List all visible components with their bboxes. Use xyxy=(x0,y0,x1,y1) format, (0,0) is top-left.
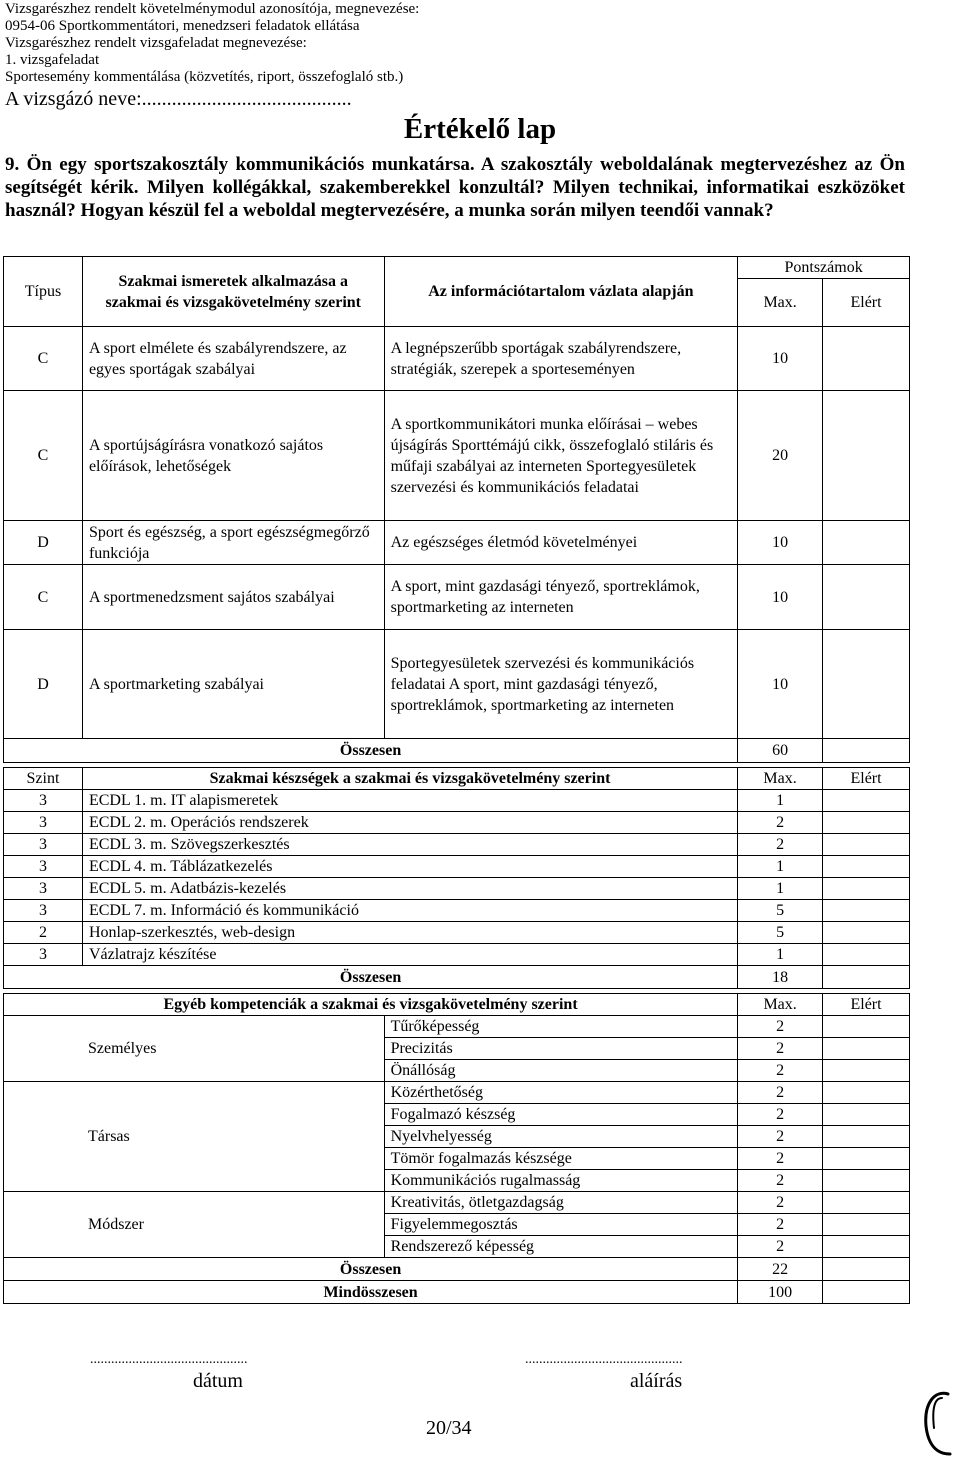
skill-row xyxy=(4,900,910,922)
header-module-label: Vizsgarészhez rendelt követelménymodul azonosítója, megnevezése: xyxy=(5,1,420,17)
group-social: Társas xyxy=(4,1082,385,1192)
skill-cell: ECDL 2. m. Operációs rendszerek xyxy=(82,812,737,834)
competence-cell: Tömör fogalmazás készsége xyxy=(384,1148,738,1170)
skill-row xyxy=(4,834,910,856)
earned-cell[interactable] xyxy=(823,1170,910,1192)
header-task-number: 1. vizsgafeladat xyxy=(5,52,100,68)
competence-cell: Fogalmazó készség xyxy=(384,1104,738,1126)
max-cell: 2 xyxy=(738,1060,823,1082)
earned-cell[interactable] xyxy=(823,878,910,900)
max-cell: 2 xyxy=(738,1214,823,1236)
competence-cell: Kreativitás, ötletgazdagság xyxy=(384,1192,738,1214)
total-label: Összesen xyxy=(4,739,738,763)
col-header-earned: Elért xyxy=(823,994,910,1016)
max-cell: 2 xyxy=(738,1126,823,1148)
page-number: 20/34 xyxy=(426,1417,472,1439)
col-header-type: Típus xyxy=(4,257,83,327)
skill-row xyxy=(4,944,910,966)
grand-total-max: 100 xyxy=(738,1281,823,1304)
max-cell: 2 xyxy=(738,834,823,856)
competence-cell: Nyelvhelyesség xyxy=(384,1126,738,1148)
knowledge-row xyxy=(4,565,910,630)
max-cell: 10 xyxy=(738,630,823,739)
knowledge-row xyxy=(4,327,910,391)
max-cell: 20 xyxy=(738,391,823,521)
grand-total-label: Mindösszesen xyxy=(4,1281,738,1304)
competences-total-row xyxy=(4,1258,910,1281)
skill-row xyxy=(4,922,910,944)
earned-cell[interactable] xyxy=(823,521,910,565)
info-cell: A sport, mint gazdasági tényező, sportreklámok, sportmarketing az interneten xyxy=(384,565,738,630)
competence-cell: Közérthetőség xyxy=(384,1082,738,1104)
earned-cell[interactable] xyxy=(823,1104,910,1126)
earned-cell[interactable] xyxy=(823,812,910,834)
earned-cell[interactable] xyxy=(823,1192,910,1214)
signature-line[interactable]: ............................................. xyxy=(525,1352,683,1367)
col-header-earned: Elért xyxy=(823,279,910,327)
knowledge-cell: A sportújságírásra vonatkozó sajátos előírások, lehetőségek xyxy=(82,391,384,521)
level-cell: 3 xyxy=(4,944,83,966)
max-cell: 1 xyxy=(738,944,823,966)
col-header-earned: Elért xyxy=(823,768,910,790)
skills-table xyxy=(3,767,910,989)
competence-cell: Önállóság xyxy=(384,1060,738,1082)
total-earned[interactable] xyxy=(823,739,910,763)
max-cell: 2 xyxy=(738,1170,823,1192)
competence-cell: Tűrőképesség xyxy=(384,1016,738,1038)
skill-cell: ECDL 1. m. IT alapismeretek xyxy=(82,790,737,812)
skill-cell: ECDL 5. m. Adatbázis-kezelés xyxy=(82,878,737,900)
page-title: Értékelő lap xyxy=(403,113,557,145)
max-cell: 10 xyxy=(738,327,823,391)
max-cell: 1 xyxy=(738,878,823,900)
max-cell: 2 xyxy=(738,1192,823,1214)
competences-title: Egyéb kompetenciák a szakmai és vizsgakövetelmény szerint xyxy=(4,994,738,1016)
skill-row xyxy=(4,856,910,878)
date-label: dátum xyxy=(193,1370,243,1392)
competence-cell: Kommunikációs rugalmasság xyxy=(384,1170,738,1192)
earned-cell[interactable] xyxy=(823,790,910,812)
earned-cell[interactable] xyxy=(823,1236,910,1258)
total-max: 60 xyxy=(738,739,823,763)
earned-cell[interactable] xyxy=(823,1126,910,1148)
grand-total-earned[interactable] xyxy=(823,1281,910,1304)
max-cell: 2 xyxy=(738,1082,823,1104)
knowledge-row xyxy=(4,391,910,521)
level-cell: 3 xyxy=(4,900,83,922)
earned-cell[interactable] xyxy=(823,630,910,739)
total-label: Összesen xyxy=(4,966,738,989)
type-cell: C xyxy=(4,391,83,521)
competence-row xyxy=(4,1016,910,1038)
skill-cell: Vázlatrajz készítése xyxy=(82,944,737,966)
earned-cell[interactable] xyxy=(823,834,910,856)
competence-cell: Figyelemmegosztás xyxy=(384,1214,738,1236)
col-header-knowledge: Szakmai ismeretek alkalmazása a szakmai és vizsgakövetelmény szerint xyxy=(82,257,384,327)
earned-cell[interactable] xyxy=(823,856,910,878)
earned-cell[interactable] xyxy=(823,1038,910,1060)
skill-row xyxy=(4,812,910,834)
earned-cell[interactable] xyxy=(823,900,910,922)
header-module-name: 0954-06 Sportkommentátori, menedzseri feladatok ellátása xyxy=(5,18,360,34)
max-cell: 2 xyxy=(738,1038,823,1060)
skill-row xyxy=(4,790,910,812)
earned-cell[interactable] xyxy=(823,565,910,630)
col-header-max: Max. xyxy=(738,279,823,327)
knowledge-table xyxy=(3,256,910,763)
max-cell: 2 xyxy=(738,1016,823,1038)
earned-cell[interactable] xyxy=(823,944,910,966)
col-header-info: Az információtartalom vázlata alapján xyxy=(384,257,738,327)
level-cell: 3 xyxy=(4,856,83,878)
header-task-label: Vizsgarészhez rendelt vizsgafeladat megnevezése: xyxy=(5,35,307,51)
group-method: Módszer xyxy=(4,1192,385,1258)
max-cell: 2 xyxy=(738,812,823,834)
type-cell: D xyxy=(4,521,83,565)
max-cell: 1 xyxy=(738,856,823,878)
max-cell: 5 xyxy=(738,922,823,944)
max-cell: 2 xyxy=(738,1236,823,1258)
competence-cell: Rendszerező képesség xyxy=(384,1236,738,1258)
skill-cell: Honlap-szerkesztés, web-design xyxy=(82,922,737,944)
earned-cell[interactable] xyxy=(823,1214,910,1236)
level-cell: 3 xyxy=(4,790,83,812)
knowledge-total-row xyxy=(4,739,910,763)
knowledge-cell: Sport és egészség, a sport egészségmegőrző funkciója xyxy=(82,521,384,565)
skills-total-row xyxy=(4,966,910,989)
knowledge-row xyxy=(4,521,910,565)
examinee-name-label: A vizsgázó neve:.......................................... xyxy=(5,88,352,110)
max-cell: 5 xyxy=(738,900,823,922)
earned-cell[interactable] xyxy=(823,922,910,944)
knowledge-cell: A sportmarketing szabályai xyxy=(82,630,384,739)
knowledge-row xyxy=(4,630,910,739)
type-cell: C xyxy=(4,327,83,391)
task-question: 9. Ön egy sportszakosztály kommunikációs munkatársa. A szakosztály weboldalának megtervezéshez az Ön segítségét kérik. Milyen kollégákkal, szakemberekkel konzultál? Milyen technikai, informatikai eszközöket használ? Hogyan készül fel a weboldal megtervezésére, a munka során milyen teendői vannak? xyxy=(5,154,905,221)
col-header-max: Max. xyxy=(738,994,823,1016)
max-cell: 1 xyxy=(738,790,823,812)
competences-table xyxy=(3,993,910,1304)
col-header-skill: Szakmai készségek a szakmai és vizsgakövetelmény szerint xyxy=(82,768,737,790)
level-cell: 2 xyxy=(4,922,83,944)
total-label: Összesen xyxy=(4,1258,738,1281)
knowledge-cell: A sport elmélete és szabályrendszere, az egyes sportágak szabályai xyxy=(82,327,384,391)
header-task-name: Sportesemény kommentálása (közvetítés, riport, összefoglaló stb.) xyxy=(5,69,404,85)
type-cell: D xyxy=(4,630,83,739)
col-header-level: Szint xyxy=(4,768,83,790)
earned-cell[interactable] xyxy=(823,1082,910,1104)
max-cell: 10 xyxy=(738,521,823,565)
info-cell: A sportkommunikátori munka előírásai – webes újságírás Sporttémájú cikk, összefoglaló stiláris és műfaji szabályai az interneten Sportegyesületek szervezési és kommunikációs feladatai xyxy=(384,391,738,521)
info-cell: Az egészséges életmód követelményei xyxy=(384,521,738,565)
level-cell: 3 xyxy=(4,812,83,834)
total-earned[interactable] xyxy=(823,966,910,989)
knowledge-cell: A sportmenedzsment sajátos szabályai xyxy=(82,565,384,630)
earned-cell[interactable] xyxy=(823,1148,910,1170)
date-line[interactable]: ............................................. xyxy=(90,1352,248,1367)
info-cell: Sportegyesületek szervezési és kommunikációs feladatai A sport, mint gazdasági tényező, sportreklámok, sportmarketing az interneten xyxy=(384,630,738,739)
total-max: 18 xyxy=(738,966,823,989)
earned-cell[interactable] xyxy=(823,1016,910,1038)
max-cell: 10 xyxy=(738,565,823,630)
col-header-points: Pontszámok xyxy=(738,257,910,279)
earned-cell[interactable] xyxy=(823,327,910,391)
level-cell: 3 xyxy=(4,834,83,856)
earned-cell[interactable] xyxy=(823,391,910,521)
max-cell: 2 xyxy=(738,1148,823,1170)
skill-cell: ECDL 7. m. Információ és kommunikáció xyxy=(82,900,737,922)
competence-cell: Precizitás xyxy=(384,1038,738,1060)
skill-cell: ECDL 3. m. Szövegszerkesztés xyxy=(82,834,737,856)
earned-cell[interactable] xyxy=(823,1060,910,1082)
level-cell: 3 xyxy=(4,878,83,900)
competence-row xyxy=(4,1192,910,1214)
total-earned[interactable] xyxy=(823,1258,910,1281)
skill-cell: ECDL 4. m. Táblázatkezelés xyxy=(82,856,737,878)
max-cell: 2 xyxy=(738,1104,823,1126)
type-cell: C xyxy=(4,565,83,630)
logo-mark-icon xyxy=(920,1388,954,1460)
total-max: 22 xyxy=(738,1258,823,1281)
competence-row xyxy=(4,1082,910,1104)
group-personal: Személyes xyxy=(4,1016,385,1082)
grand-total-row xyxy=(4,1281,910,1304)
info-cell: A legnépszerűbb sportágak szabályrendszere, stratégiák, szerepek a sporteseményen xyxy=(384,327,738,391)
signature-label: aláírás xyxy=(630,1370,683,1392)
col-header-max: Max. xyxy=(738,768,823,790)
skill-row xyxy=(4,878,910,900)
